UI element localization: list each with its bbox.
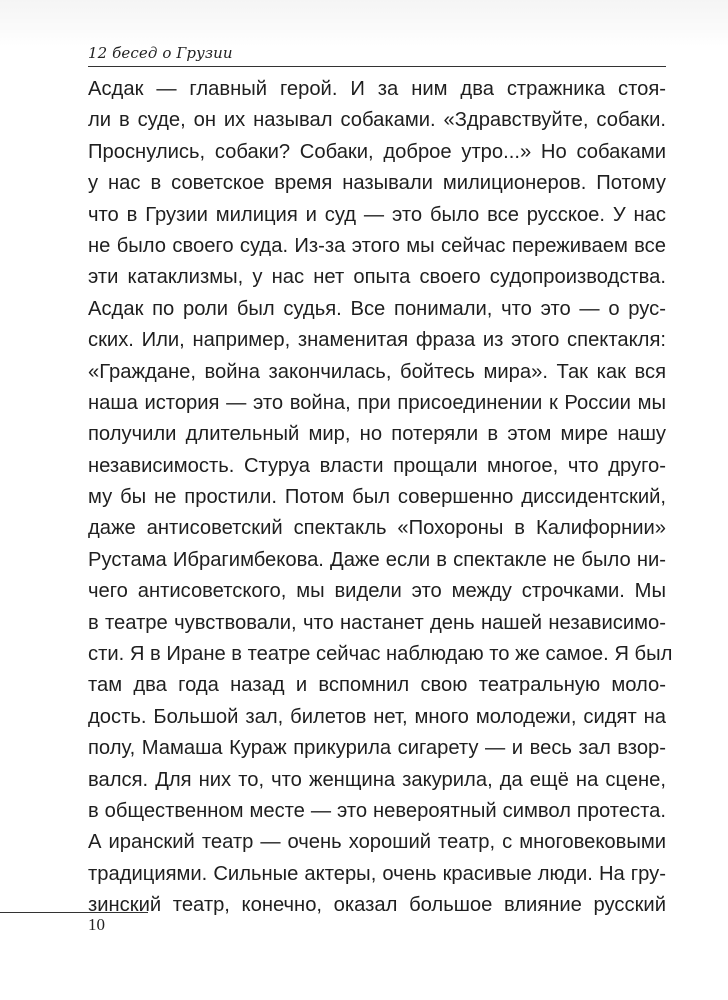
text-line: дость. Большой зал, билетов нет, много молодежи, сидят на [88, 705, 666, 728]
text-line: получили длительный мир, но потеряли в этом мире нашу [88, 423, 666, 446]
text-line: ских. Или, например, знаменитая фраза из этого спектакля: [88, 329, 666, 352]
text-line: чего антисоветского, мы видели это между строчками. Мы [88, 580, 666, 603]
body-text [88, 74, 673, 922]
text-line: в общественном месте — это невероятный символ протеста. [88, 799, 666, 822]
text-line: А иранский театр — очень хороший театр, с многовековыми [88, 831, 666, 854]
text-line: сти. Я в Иране в театре сейчас наблюдаю то же самое. Я был [88, 643, 673, 666]
text-line: Проснулись, собаки? Собаки, доброе утро...» Но собаками [88, 140, 666, 163]
text-line: эти катаклизмы, у нас нет опыта своего судопроизводства. [88, 266, 666, 289]
text-line: независимость. Стуруа власти прощали многое, что друго- [88, 454, 666, 477]
text-line: традициями. Сильные актеры, очень красивые люди. На гру- [88, 862, 666, 885]
text-line: «Граждане, война закончилась, бойтесь мира». Так как вся [88, 360, 666, 383]
footer-rule [0, 912, 148, 913]
text-line: Рустама Ибрагимбекова. Даже если в спектакле не было ни- [88, 548, 666, 571]
text-line: не было своего суда. Из-за этого мы сейчас переживаем все [88, 234, 666, 257]
text-line: что в Грузии милиция и суд — это было все русское. У нас [88, 203, 666, 226]
page-number: 10 [88, 915, 105, 934]
scan-top-shadow [0, 0, 728, 46]
text-line: у нас в советское время называли милиционеров. Потому [88, 172, 666, 195]
text-line: зинский театр, конечно, оказал большое влияние русский [88, 894, 666, 917]
text-line: там два года назад и вспомнил свою театральную моло- [88, 674, 666, 697]
text-line: му бы не простили. Потом был совершенно диссидентский, [88, 486, 666, 509]
text-line: наша история — это война, при присоединении к России мы [88, 391, 666, 414]
running-head-title: 12 бесед о Грузии [88, 44, 233, 62]
header-rule [88, 66, 666, 67]
text-line: полу, Мамаша Кураж прикурила сигарету — и весь зал взор- [88, 737, 666, 760]
text-line: вался. Для них то, что женщина закурила, да ещё на сцене, [88, 768, 666, 791]
text-line: в театре чувствовали, что настанет день нашей независимо- [88, 611, 666, 634]
text-line: ли в суде, он их называл собаками. «Здравствуйте, собаки. [88, 109, 666, 132]
text-line: Асдак — главный герой. И за ним два стражника стоя- [88, 78, 666, 100]
text-line: даже антисоветский спектакль «Похороны в Калифорнии» [88, 517, 666, 540]
text-line: Асдак по роли был судья. Все понимали, что это — о рус- [88, 297, 666, 320]
